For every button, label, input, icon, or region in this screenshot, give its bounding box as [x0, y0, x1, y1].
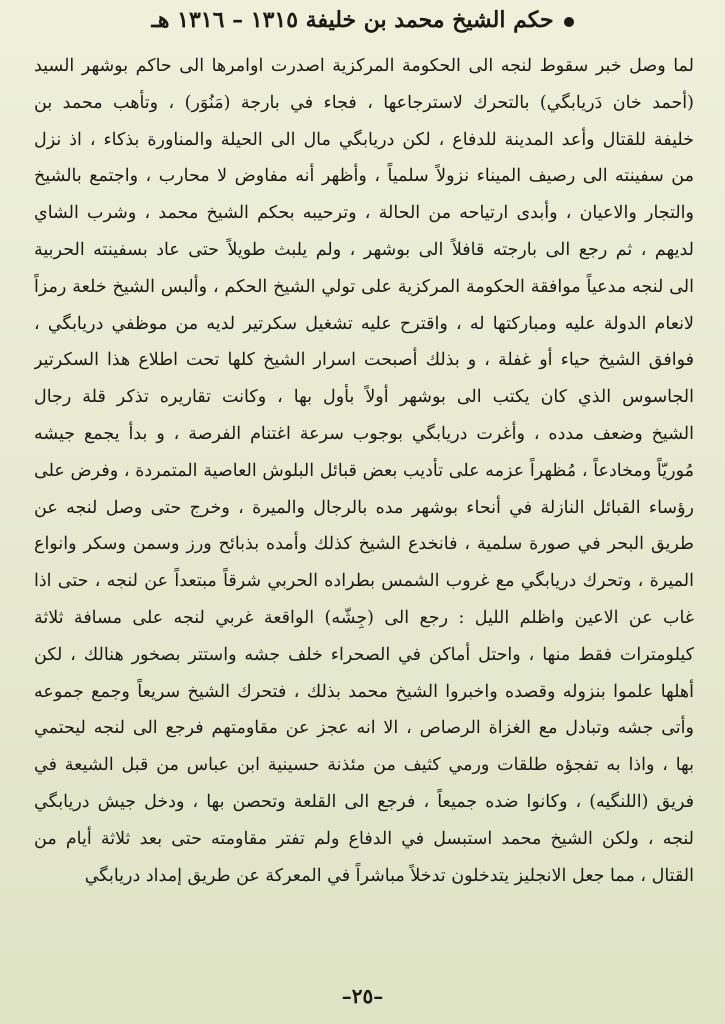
- bullet-icon: [564, 17, 574, 27]
- text-line: (أحمد خان دَريابگي) بالتحرك لاسترجاعها ، فجاء في بارجة (مَنُوَر) ، وتأهب محمد بن: [34, 92, 694, 113]
- text-line: وأتى جشه وتبادل مع الغزاة الرصاص ، الا انه عجز عن مقاومتهم فرجع الى لنجه ليحتمي: [34, 718, 694, 739]
- section-heading: [0, 4, 725, 36]
- section-heading-text: حكم الشيخ محمد بن خليفة ١٣١٥ – ١٣١٦ هـ: [151, 7, 554, 33]
- text-line: لما وصل خبر سقوط لنجه الى الحكومة المركزية اصدرت اوامرها الى حاكم بوشهر السيد: [34, 56, 694, 76]
- text-line: طريق البحر في صورة سلمية ، فانخدع الشيخ كذلك وأمده بذبائح ورز وسمن وسكر وانواع: [34, 534, 694, 555]
- page-number: –٢٥–: [341, 984, 384, 1008]
- text-line: لنجه ، ولكن الشيخ محمد استبسل في الدفاع ولم تفتر مقاومته حتى بعد ثلاثة أيام من: [34, 828, 694, 849]
- text-line: الشيخ وضعف مدده ، وأغرت دريابگي بوجوب سرعة اغتنام الفرصة ، و بدأ يجمع جيشه: [34, 423, 694, 444]
- text-line: كيلومترات فقط منها ، واحتل أماكن في الصحراء خلف جشه واستتر بصخور هنالك ، لكن: [34, 644, 694, 665]
- text-line: الجاسوس الذي كان يكتب الى بوشهر أولاً بأول بها ، وكانت تقاريره تذكر قلة رجال: [34, 387, 694, 408]
- text-line: لديهم ، ثم رجع الى بارجته قافلاً الى بوشهر ، ولم يلبث طويلاً حتى عاد بسفينته الحربية: [34, 239, 694, 260]
- text-line: غاب عن الاعين واظلم الليل : رجع الى (جِشّه) الواقعة غربي لنجه على مسافة ثلاثة: [34, 607, 694, 628]
- text-line: بها ، واذا به تفجؤه طلقات ورمي كثيف من مئذنة حسينية ابن عباس من قبل الشيعة في: [34, 755, 694, 776]
- text-line: خليفة للقتال وأعد المدينة للدفاع ، لكن دريابگي مال الى الحيلة والمناورة بذكاء ، اذ نزل: [34, 129, 694, 150]
- text-line: أهلها علموا بنزوله وقصده واخبروا الشيخ محمد بذلك ، فتحرك الشيخ سريعاً وجمع جموعه: [34, 681, 694, 702]
- text-line: فريق (اللنگيه) ، وكانوا ضده جميعاً ، فرجع الى القلعة وتحصن بها ، ودخل جيش دريابگي: [34, 791, 694, 812]
- text-line: فوافق الشيخ حياء أو غفلة ، و بذلك أصبحت اسرار الشيخ كلها تحت اطلاع هذا السكرتير: [34, 350, 694, 371]
- text-line: مُوريّاً ومخادعاً ، مُظهراً عزمه على تأديب بعض قبائل البلوش العاصية المتمردة ، وفرض على: [34, 460, 694, 481]
- text-line: الى لنجه مدعياً موافقة الحكومة المركزية على تولي الشيخ الحكم ، وألبس الشيخ خلعة رمزاً: [34, 276, 694, 297]
- text-line: والتجار والاعيان ، وأبدى ارتياحه من الحالة ، وترحيبه بحكم الشيخ محمد ، وشرب الشاي: [34, 203, 694, 224]
- text-line: الميرة ، وتحرك دريابگي مع غروب الشمس بطراده الحربي شرقاً مبتعداً عن لنجه ، حتى اذا: [34, 571, 694, 592]
- text-line: رؤساء القبائل النازلة في أنحاء بوشهر مده بالرجال والميرة ، وخرج حتى وصل لنجه عن: [34, 497, 694, 518]
- text-line: القتال ، مما جعل الانجليز يتدخلون تدخلاً مباشراً في المعركة عن طريق إمداد دريابگي: [84, 865, 694, 886]
- body-text: [34, 48, 694, 894]
- text-line: من سفينته الى رصيف الميناء نزولاً سلمياً ، وأظهر أنه مفاوض لا محارب ، واجتمع بالشيخ: [34, 166, 694, 187]
- text-line: لانعام الدولة عليه ومباركتها له ، واقترح عليه تشغيل سكرتير لديه من موظفي دريابگي ،: [34, 313, 694, 334]
